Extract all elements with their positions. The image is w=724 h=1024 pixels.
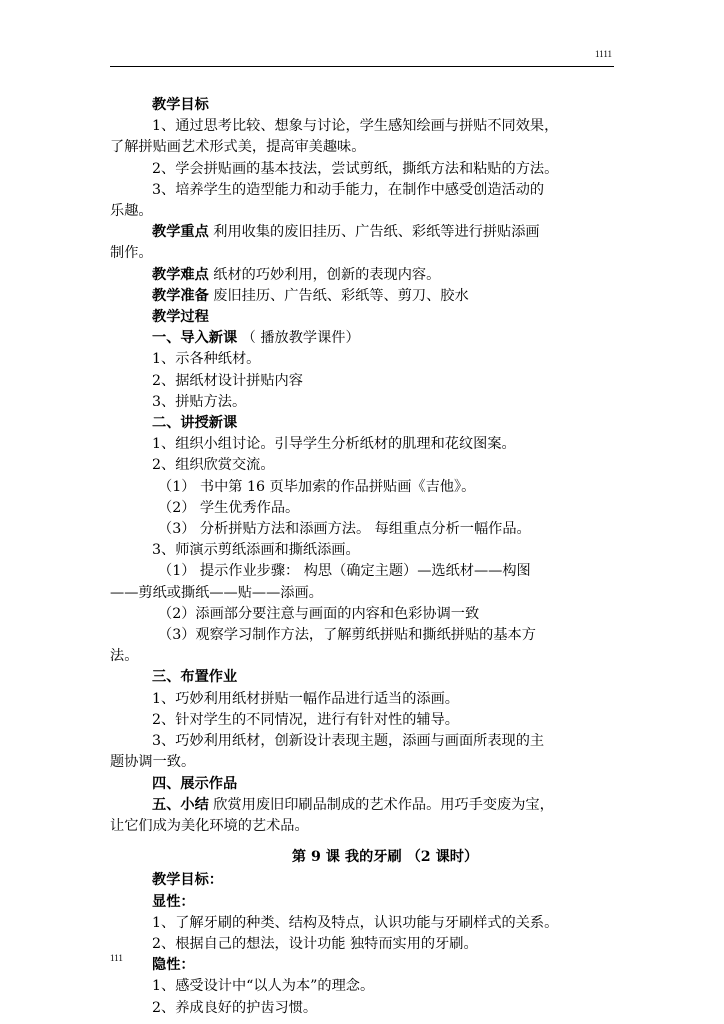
goal-1-line-a: 1、通过思考比较、想象与讨论，学生感知绘画与拼贴不同效果， — [152, 118, 559, 135]
part-3-item-1: 1、巧妙利用纸材拼贴一幅作品进行适当的添画。 — [152, 690, 459, 707]
part-2-item-2: 2、组织欣赏交流。 — [152, 457, 275, 474]
part-5-summary — [110, 795, 630, 816]
explicit-heading: 显性： — [152, 893, 195, 910]
part-5-text: 欣赏用废旧印刷品制成的艺术作品。用巧手变废为宝， — [208, 796, 554, 813]
part-2-item-3: 3、师演示剪纸添画和撕纸添画。 — [152, 542, 360, 559]
part-3-heading: 三、布置作业 — [152, 669, 238, 686]
part-2-sub-6-a: （3）观察学习制作方法，了解剪纸拼贴和撕纸拼贴的基本方 — [158, 627, 536, 644]
key-point-label: 教学重点 — [152, 224, 209, 241]
process-heading: 教学过程 — [152, 309, 209, 326]
difficulty-label: 教学难点 — [152, 266, 209, 283]
goal-2: 2、学会拼贴画的基本技法，尝试剪纸，撕纸方法和粘贴的方法。 — [152, 160, 559, 177]
part-2-sub-6-b: 法。 — [110, 648, 139, 665]
lesson-goals-heading: 教学目标： — [152, 872, 223, 889]
lesson-title: 第 9 课 我的牙刷 （2 课时） — [291, 849, 479, 866]
preparation — [110, 286, 630, 307]
part-1-note: （ 播放教学课件） — [237, 330, 360, 347]
preparation-text: 废旧挂历、广告纸、彩纸等、剪刀、胶水 — [208, 287, 469, 304]
part-2-sub-4-b: ——剪纸或撕纸——贴——添画。 — [110, 584, 323, 601]
key-point-text-cont: 制作。 — [110, 245, 153, 262]
footer-page-number: 111 — [110, 953, 123, 963]
part-2-item-1: 1、组织小组讨论。引导学生分析纸材的肌理和花纹图案。 — [152, 436, 516, 453]
explicit-item-2: 2、根据自己的想法，设计功能 独特而实用的牙刷。 — [152, 935, 478, 952]
part-1-item-1: 1、示各种纸材。 — [152, 351, 261, 368]
implicit-item-2: 2、养成良好的护齿习惯。 — [152, 999, 318, 1016]
part-4-heading: 四、展示作品 — [152, 775, 238, 792]
part-2-sub-5: （2）添画部分要注意与画面的内容和色彩协调一致 — [158, 605, 480, 622]
part-5-label: 五、小结 — [152, 796, 209, 813]
part-1-item-3: 3、拼贴方法。 — [152, 393, 247, 410]
goals-heading: 教学目标 — [152, 97, 209, 113]
part-1-heading — [110, 328, 630, 349]
key-point-text: 利用收集的废旧挂历、广告纸、彩纸等进行拼贴添画 — [208, 224, 540, 241]
part-3-item-3-b: 题协调一致。 — [110, 754, 196, 771]
part-2-sub-4-a: （1） 提示作业步骤： 构思（确定主题）—选纸材——构图 — [158, 563, 531, 580]
implicit-item-1: 1、感受设计中“以人为本”的理念。 — [152, 978, 375, 995]
header-rule — [110, 66, 614, 67]
part-3-item-3-a: 3、巧妙利用纸材，创新设计表现主题，添画与画面所表现的主 — [152, 733, 545, 750]
difficulty — [110, 265, 630, 286]
part-2-heading: 二、讲授新课 — [152, 415, 238, 432]
difficulty-text: 纸材的巧妙利用，创新的表现内容。 — [208, 266, 441, 283]
document-body — [110, 95, 630, 1019]
part-2-sub-1: （1） 书中第 16 页毕加索的作品拼贴画《吉他》。 — [158, 478, 476, 495]
part-1-label: 一、导入新课 — [152, 330, 238, 347]
goal-1-line-b: 了解拼贴画艺术形式美，提高审美趣味。 — [110, 139, 366, 156]
explicit-item-1: 1、了解牙刷的种类、结构及特点，认识功能与牙刷样式的关系。 — [152, 914, 559, 931]
goal-3-line-a: 3、培养学生的造型能力和动手能力，在制作中感受创造活动的 — [152, 181, 545, 198]
implicit-heading: 隐性： — [152, 957, 195, 974]
part-2-sub-2: （2） 学生优秀作品。 — [158, 499, 300, 516]
part-2-sub-3: （3） 分析拼贴方法和添画方法。 每组重点分析一幅作品。 — [158, 521, 531, 538]
preparation-label: 教学准备 — [152, 287, 209, 304]
part-5-text-cont: 让它们成为美化环境的艺术品。 — [110, 817, 309, 834]
key-point — [110, 222, 630, 243]
goal-3-line-b: 乐趣。 — [110, 203, 153, 220]
part-1-item-2: 2、据纸材设计拼贴内容 — [152, 372, 303, 389]
part-3-item-2: 2、针对学生的不同情况，进行有针对性的辅导。 — [152, 711, 459, 728]
header-page-number: 1111 — [595, 49, 612, 59]
